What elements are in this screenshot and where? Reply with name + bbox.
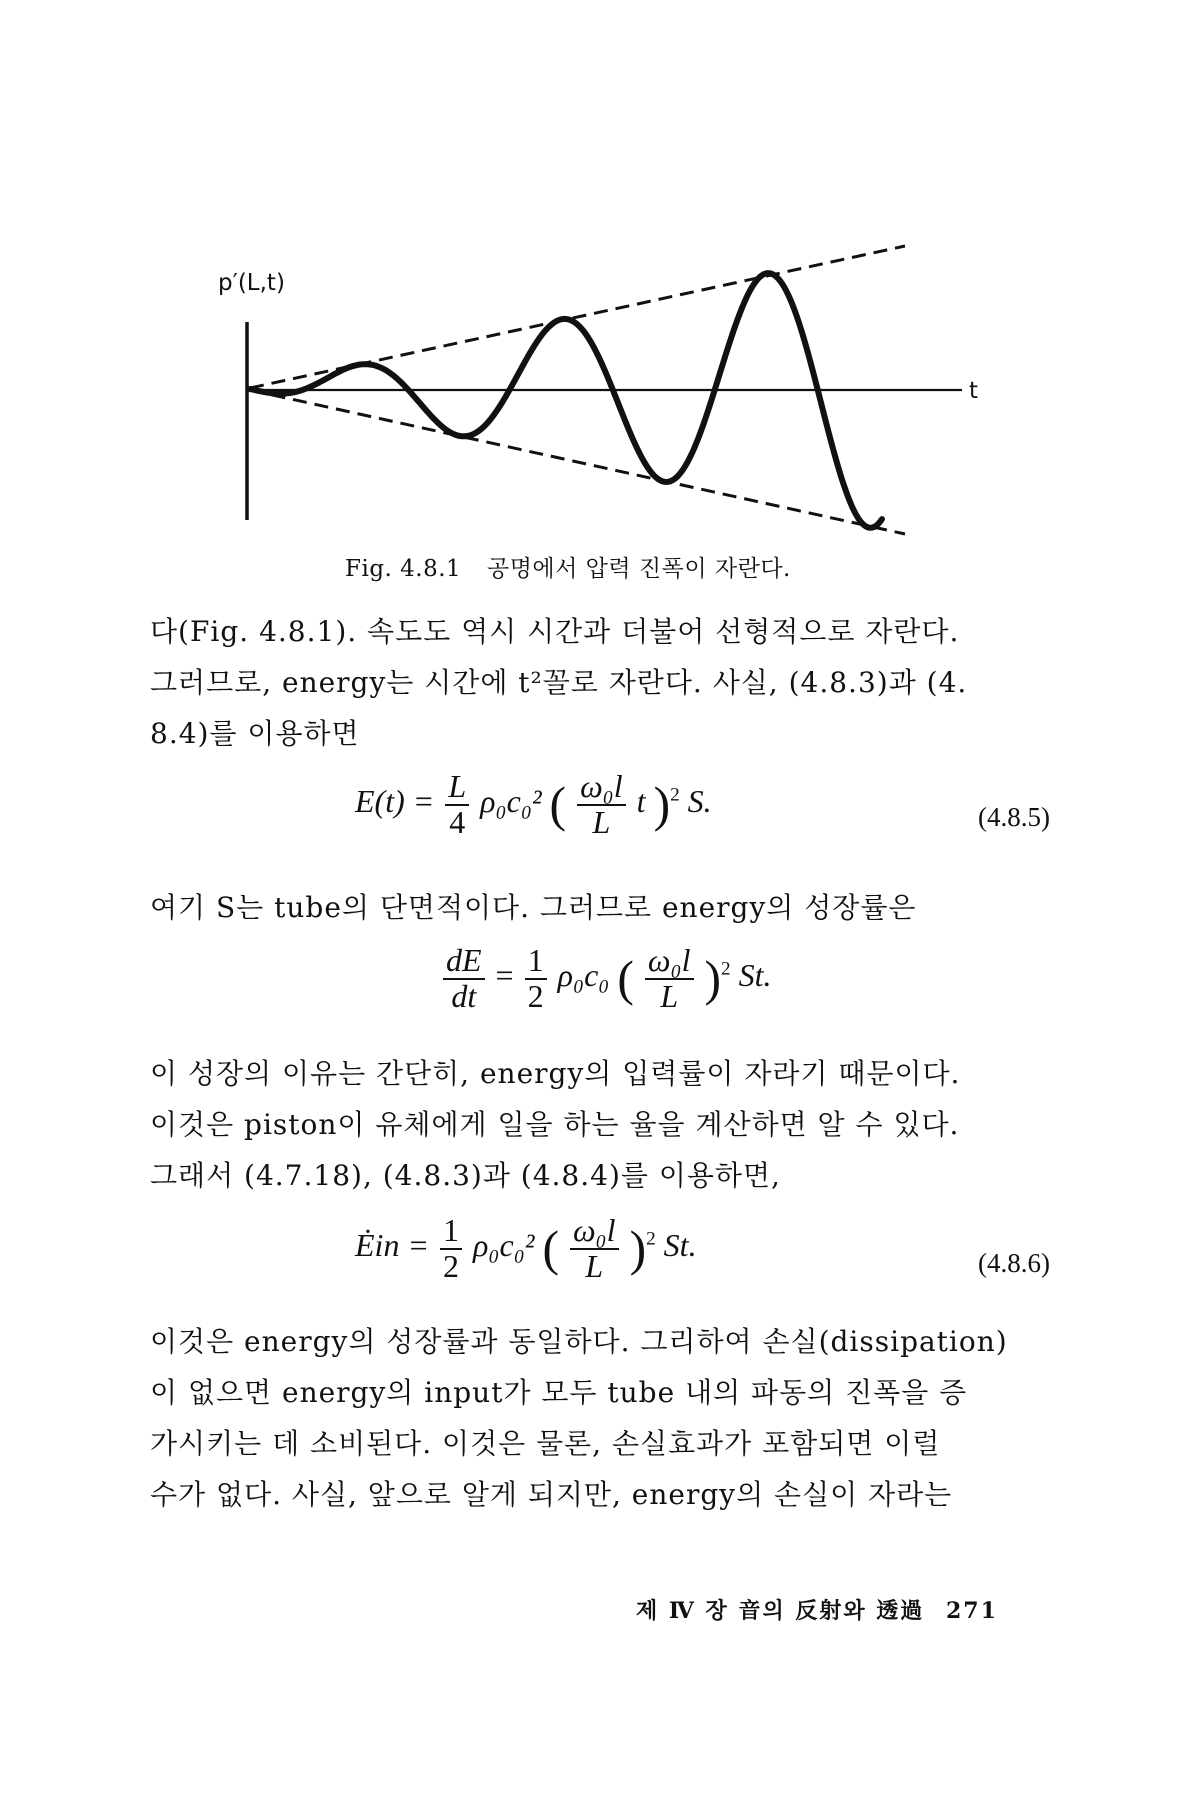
eq3-frac-numerator: 1 (440, 1214, 462, 1250)
text-line: 이것은 piston이 유체에게 일을 하는 율을 계산하면 알 수 있다. (150, 1108, 960, 1141)
eq1-frac-numerator: L (445, 770, 469, 806)
text-line: 가시키는 데 소비된다. 이것은 물론, 손실효과가 포함되면 이럴 (150, 1427, 941, 1460)
eq1-inner-fraction (577, 770, 626, 839)
equation-number-4-8-6: (4.8.6) (978, 1248, 1050, 1278)
exponent: 2 (670, 784, 680, 806)
x-axis-label: t (969, 378, 979, 404)
text-line: 여기 S는 tube의 단면적이다. 그러므로 energy의 성장률은 (150, 891, 917, 924)
paragraph-1 (150, 606, 1045, 759)
eq3-coefficient: ρ₀c₀² (473, 1226, 535, 1263)
exponent: 2 (721, 958, 731, 980)
text-line: 그러므로, energy는 시간에 t²꼴로 자란다. 사실, (4.8.3)과 (4. (150, 666, 968, 699)
text-line: 8.4)를 이용하면 (150, 717, 360, 750)
eq2-tail: St. (738, 956, 772, 993)
right-paren: ) (629, 1221, 647, 1277)
left-paren: ( (542, 1221, 559, 1277)
eq2-frac-numerator: 1 (525, 944, 547, 980)
eq2-derivative-denominator: dt (451, 977, 477, 1014)
text-line: 수가 없다. 사실, 앞으로 알게 되지만, energy의 손실이 자라는 (150, 1478, 953, 1511)
pressure-wave (250, 273, 882, 528)
eq2-frac-denominator: 2 (527, 977, 544, 1014)
page-number: 271 (945, 1598, 998, 1624)
left-paren: ( (549, 777, 567, 833)
equation-4-8-6 (355, 1214, 697, 1283)
eq2-coefficient: ρ₀c₀ (557, 956, 610, 993)
eq2-fraction (525, 944, 547, 1013)
eq1-inner-t: t (636, 782, 646, 819)
eq2-equals: = (495, 956, 514, 993)
lower-envelope (250, 390, 905, 534)
paragraph-4 (150, 1316, 1045, 1520)
equation-4-8-5 (355, 770, 712, 839)
caption-text: 공명에서 압력 진폭이 자란다. (487, 556, 791, 582)
y-axis-label: p′(L,t) (218, 270, 285, 296)
eq1-coefficient: ρ₀c₀² (480, 782, 542, 819)
page-footer (636, 1594, 998, 1625)
eq2-inner-denominator: L (660, 977, 679, 1014)
eq1-fraction (445, 770, 469, 839)
eq1-inner-numerator: ω₀l (577, 770, 626, 806)
figure-caption (345, 550, 791, 583)
equation-growth-rate (440, 944, 772, 1013)
resonance-figure (0, 0, 1200, 560)
paragraph-2 (150, 882, 1045, 933)
eq2-inner-numerator: ω₀l (645, 944, 694, 980)
caption-number: Fig. 4.8.1 (345, 556, 462, 582)
text-line: 이것은 energy의 성장률과 동일하다. 그리하여 손실(dissipation) (150, 1325, 1008, 1358)
eq2-inner-fraction (645, 944, 694, 1013)
eq3-tail: St. (663, 1226, 697, 1263)
text-line: 다(Fig. 4.8.1). 속도도 역시 시간과 더불어 선형적으로 자란다. (150, 615, 960, 648)
eq1-lhs: E(t) = (355, 782, 435, 819)
text-line: 이 없으면 energy의 input가 모두 tube 내의 파동의 진폭을 증 (150, 1376, 968, 1409)
eq3-inner-denominator: L (585, 1247, 604, 1284)
left-paren: ( (617, 951, 634, 1007)
eq2-derivative (443, 944, 485, 1013)
eq1-tail: S. (687, 782, 712, 819)
eq1-inner-denominator: L (592, 803, 611, 840)
eq3-frac-denominator: 2 (443, 1247, 460, 1284)
right-paren: ) (653, 777, 671, 833)
equation-number-4-8-5: (4.8.5) (978, 802, 1050, 832)
right-paren: ) (704, 951, 722, 1007)
eq3-lhs: Ėin = (355, 1226, 430, 1263)
eq2-derivative-numerator: dE (443, 944, 485, 980)
eq3-fraction (440, 1214, 462, 1283)
eq3-inner-numerator: ω₀l (570, 1214, 619, 1250)
text-line: 그래서 (4.7.18), (4.8.3)과 (4.8.4)를 이용하면, (150, 1159, 781, 1192)
paragraph-3 (150, 1048, 1045, 1201)
exponent: 2 (646, 1228, 656, 1250)
eq1-frac-denominator: 4 (449, 803, 466, 840)
text-line: 이 성장의 이유는 간단히, energy의 입력률이 자라기 때문이다. (150, 1057, 961, 1090)
running-header: 제 Ⅳ 장 音의 反射와 透過 (636, 1598, 925, 1624)
eq3-inner-fraction (570, 1214, 619, 1283)
